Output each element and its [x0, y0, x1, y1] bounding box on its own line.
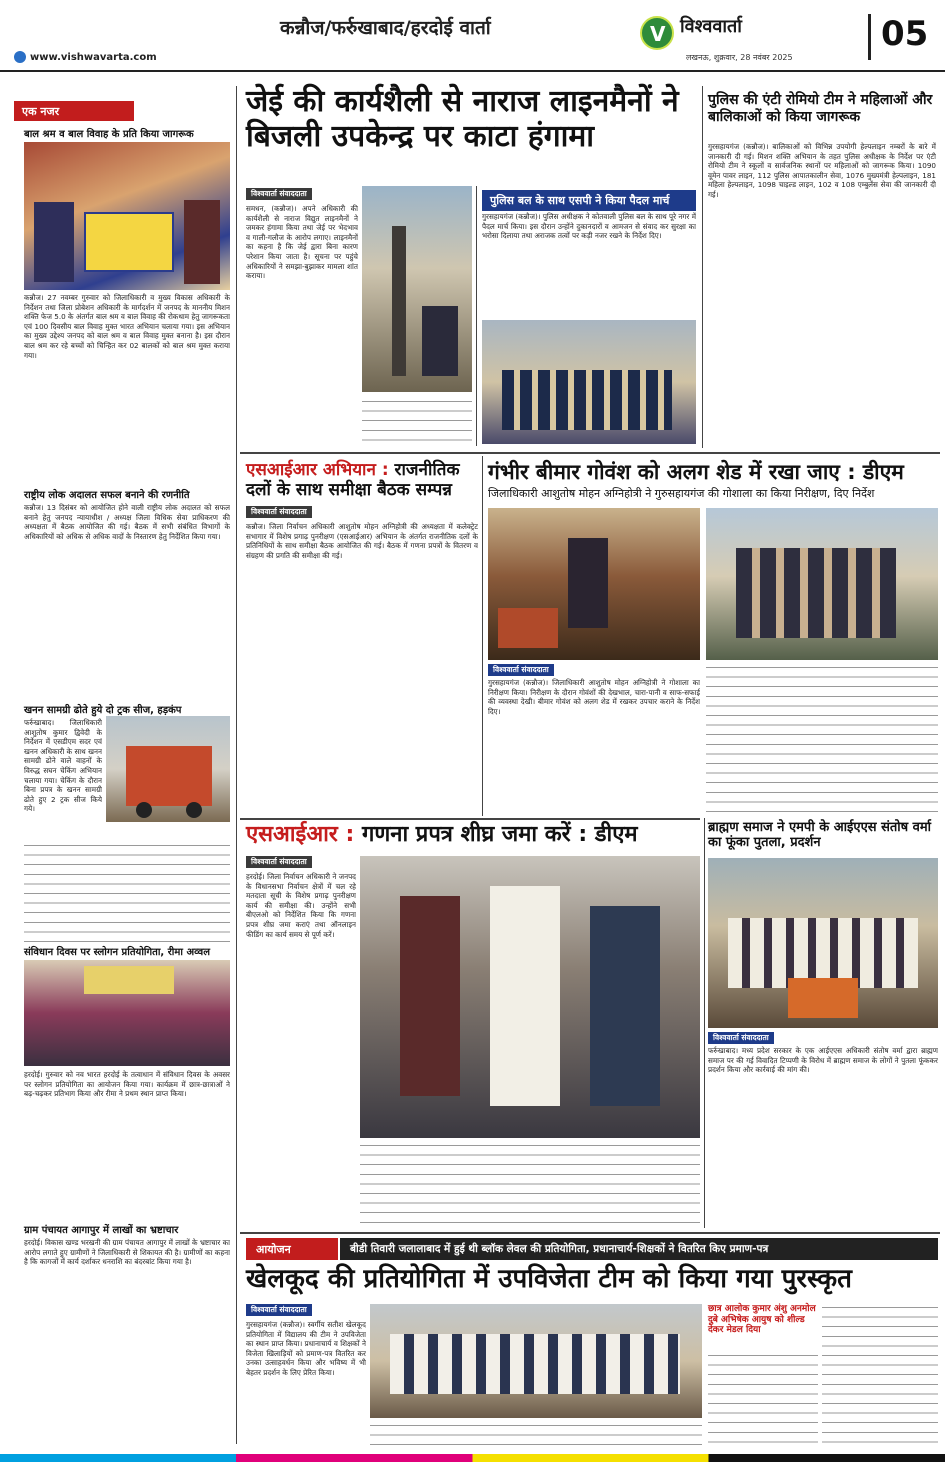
edition-title: कन्नौज/फर्रुखाबाद/हरदोई वार्ता [280, 17, 491, 39]
effigy-byline: विश्ववार्ता संवाददाता [708, 1032, 774, 1044]
cowshed-subhead: जिलाधिकारी आशुतोष मोहन अग्निहोत्री ने गुरुसहायगंज की गोशाला का किया निरीक्षण, दिए निर्देश [488, 487, 875, 500]
sir-form-byline: विश्ववार्ता संवाददाता [246, 856, 312, 868]
sir-form-headline [246, 822, 698, 848]
cowshed-divider [482, 456, 483, 816]
sir-meeting-story: कन्नौज। जिला निर्वाचन अधिकारी आशुतोष मोहन अग्निहोत्री की अध्यक्षता में कलेक्ट्रेट सभागार में विशेष प्रगाढ़ पुनरीक्षण (एसआईआर) अभियान के अंतर्गत राजनीतिक दलों के प्रतिनिधियों के साथ समीक्षा बैठक आयोजित की गई। बैठक में गणना प्रपत्रों के वितरण व संग्रहण की प्रगति की समीक्षा की गई। [246, 522, 478, 560]
sports-pullquote: छात्र आलोक कुमार अंशु अनमोल दुबे अभिषेक आयुष को शील्ड देकर मेडल दिया [708, 1304, 816, 1336]
left-story-5: हरदोई। विकास खण्ड भरखनी की ग्राम पंचायत आगापुर में लाखों के भ्रष्टाचार का आरोप लगाते हुए ग्रामीणों ने जिलाधिकारी से शिकायत की है। ग्रामीणों का कहना है कि कागजों में कार्य दर्शाकर धनराशि का बंदरबांट किया गया है। [24, 1238, 230, 1267]
section-rule-3 [240, 1232, 940, 1234]
left-headline-5: ग्राम पंचायत आगापुर में लाखों का भ्रष्टाचार [24, 1225, 179, 1236]
sports-banner: बीडी तिवारी जलालाबाद में हुई थी ब्लॉक लेवल की प्रतियोगिता, प्रधानाचार्य-शिक्षकों ने वितरित किए प्रमाण-पत्र [340, 1238, 938, 1260]
cowshed-headline: गंभीर बीमार गोवंश को अलग शेड में रखा जाए : डीएम [488, 460, 904, 484]
section-rule-1 [240, 452, 940, 454]
sports-story-col4 [822, 1304, 938, 1446]
sir-meeting-highlight: एसआईआर अभियान : [246, 460, 389, 480]
sp-march-story: गुरसहायगंज (कन्नौज)। पुलिस अधीक्षक ने कोतवाली पुलिस बल के साथ पूरे नगर में पैदल मार्च किया। इस दौरान उन्होंने दुकानदारों व आमजन से संवाद कर सुरक्षा का भरोसा दिलाया तथा अराजक तत्वों पर कड़ी नजर रखने के निर्देश दिए। [482, 212, 696, 241]
sports-story-continued [370, 1422, 702, 1446]
page-number: 05 [881, 14, 929, 54]
column-divider [236, 86, 237, 1444]
sp-march-headline: पुलिस बल के साथ एसपी ने किया पैदल मार्च [482, 190, 696, 211]
lead-story-col2 [362, 398, 472, 444]
left-story-2: कन्नौज। 13 दिसंबर को आयोजित होने वाली राष्ट्रीय लोक अदालत को सफल बनाने हेतु जनपद न्यायाधीश / अध्यक्ष जिला विधिक सेवा प्राधिकरण की अध्यक्षता में बैठक आयोजित की गई। बैठक में सभी संबंधित विभागों के अधिकारियों को अधिक से अधिक वादों के निस्तारण हेतु निर्देशित किया गया। [24, 503, 230, 541]
slogan-competition-photo [24, 960, 230, 1066]
sir-meeting-title: राजनीतिक दलों के साथ समीक्षा बैठक सम्पन्न [246, 460, 460, 501]
lead-headline: जेई की कार्यशैली से नाराज लाइनमैनों ने बिजली उपकेन्द्र पर काटा हंगामा [246, 84, 679, 155]
awareness-photo [24, 142, 230, 290]
cowshed-photo-1 [488, 508, 700, 660]
sir-form-title: गणना प्रपत्र शीघ्र जमा करें : डीएम [361, 822, 638, 847]
cowshed-story-continued [706, 664, 938, 814]
sir-form-highlight: एसआईआर : [246, 822, 355, 847]
left-headline-4: संविधान दिवस पर स्लोगन प्रतियोगिता, रीमा अव्वल [24, 947, 210, 958]
cowshed-photo-2 [706, 508, 938, 660]
page-number-box [868, 14, 938, 60]
sir-meeting-headline [246, 460, 478, 500]
sports-story-col3 [708, 1352, 818, 1446]
truck-photo [106, 716, 230, 822]
sports-headline: खेलकूद की प्रतियोगिता में उपविजेता टीम को किया गया पुरस्कृत [246, 1264, 852, 1294]
cowshed-story: गुरसहायगंज (कन्नौज)। जिलाधिकारी आशुतोष मोहन अग्निहोत्री ने गोशाला का निरीक्षण किया। निरीक्षण के दौरान गोवंशों की देखभाल, चारा-पानी व साफ-सफाई की व्यवस्था देखी। बीमार गोवंश को अलग शेड में रखकर उपचार कराने के निर्देश दिए। [488, 678, 700, 716]
lead-story-col1: समधन, (कन्नौज)। अपने अधिकारी की कार्यशैली से नाराज विद्युत लाइनमैनों ने जमकर हंगामा किया तथा जेई पर भेदभाव व गाली-गलौज के आरोप लगाए। लाइनमैनों का कहना है कि जेई द्वारा बिना कारण परेशान किया जाता है। सूचना पर पहुंचे अधिकारियों ने समझा-बुझाकर मामला शांत कराया। [246, 204, 358, 281]
left-headline-3: खनन सामग्री ढोते हुये दो ट्रक सीज, हड़कंप [24, 705, 182, 716]
print-registration-strip [0, 1454, 945, 1462]
sports-byline: विश्ववार्ता संवाददाता [246, 1304, 312, 1316]
sir-form-story: हरदोई। जिला निर्वाचन अधिकारी ने जनपद के विधानसभा निर्वाचन क्षेत्रों में चल रहे मतदाता सूची के विशेष प्रगाढ़ पुनरीक्षण कार्य की समीक्षा की। उन्होंने सभी बीएलओ को निर्देशित किया कि गणना प्रपत्र शीघ्र जमा कराएं तथा ऑनलाइन फीडिंग का कार्य समय से पूर्ण करें। [246, 872, 356, 939]
anti-romeo-story: गुरसहायगंज (कन्नौज)। बालिकाओं को विभिन्न उपयोगी हेल्पलाइन नम्बरों के बारे में जानकारी दी गई। मिशन शक्ति अभियान के तहत पुलिस अधीक्षक के निर्देश पर एंटी रोमियो टीम ने स्कूलों व सार्वजनिक स्थानों पर महिलाओं को जागरूक किया। 1090 वूमेन पावर लाइन, 112 पुलिस आपातकालीन सेवा, 1076 मुख्यमंत्री हेल्पलाइन, 181 महिला हेल्पलाइन, 1098 चाइल्ड लाइन, 102 व 108 एम्बुलेंस सेवा की जानकारी दी गई। [708, 142, 936, 199]
left-story-1: कन्नौज। 27 नवम्बर गुरुवार को जिलाधिकारी व मुख्य विकास अधिकारी के निर्देशन तथा जिला प्रोबेशन अधिकारी के मार्गदर्शन में जनपद के माननीय मिशन शक्ति फेज 5.0 के अंतर्गत बाल श्रम व बाल विवाह की रोकथाम हेतु जागरूकता एवं 100 दिवसीय बाल विवाह मुक्त भारत अभियान चलाया गया। इस अभियान का मुख्य उद्देश्य जनपद को बाल श्रम व बाल विवाह मुक्त बनाना है। इस दौरान बाल श्रम कर रहे बच्चों को चिन्हित कर 02 बालकों को बाल श्रम मुक्त कराया गया। [24, 293, 230, 360]
sports-story: गुरसहायगंज (कन्नौज)। स्वर्गीय सतीश खेलकूद प्रतियोगिता में विद्यालय की टीम ने उपविजेता का स्थान प्राप्त किया। प्रधानाचार्य व शिक्षकों ने विजेता खिलाड़ियों को प्रमाण-पत्र वितरित कर उनका उत्साहवर्धन किया और भविष्य में भी बेहतर प्रदर्शन के लिए प्रेरित किया। [246, 1320, 366, 1377]
sir-meeting-byline: विश्ववार्ता संवाददाता [246, 506, 312, 518]
left-headline-2: राष्ट्रीय लोक अदालत सफल बनाने की रणनीति [24, 490, 190, 501]
globe-icon [14, 51, 26, 63]
lead-byline: विश्ववार्ता संवाददाता [246, 188, 312, 200]
lead-divider [476, 186, 477, 446]
left-story-3-continued [24, 842, 230, 942]
dateline: लखनऊ, शुक्रवार, 28 नवंबर 2025 [686, 53, 793, 62]
cowshed-byline: विश्ववार्ता संवाददाता [488, 664, 554, 676]
sir-form-photo [360, 856, 700, 1138]
effigy-divider [704, 818, 705, 1228]
sir-form-story-continued [360, 1142, 700, 1226]
effigy-headline: ब्राह्मण समाज ने एमपी के आईएएस संतोष वर्मा का फूंका पुतला, प्रदर्शन [708, 820, 932, 851]
website-link[interactable]: www.vishwavarta.com [30, 52, 157, 63]
section-rule-2 [240, 818, 700, 820]
aayojan-label: आयोजन [246, 1238, 338, 1260]
effigy-photo [708, 858, 938, 1028]
left-story-3: फर्रुखाबाद। जिलाधिकारी आशुतोष कुमार द्विवेदी के निर्देशन में एसडीएम सदर एवं खनन अधिकारी के साथ खनन सामग्री ढोने वाले वाहनों के विरुद्ध सघन चेकिंग अभियान चलाया गया। चेकिंग के दौरान बिना प्रपत्र के खनन सामग्री ढोते हुए 2 ट्रक सीज किये गये। [24, 718, 102, 814]
left-headline-1: बाल श्रम व बाल विवाह के प्रति किया जागरूक [24, 129, 194, 140]
masthead [0, 0, 945, 72]
logo-letter: V [650, 22, 666, 46]
right-divider [702, 86, 703, 448]
left-story-4: हरदोई। गुरुवार को नव भारत हरदोई के तत्वाधान में संविधान दिवस के अवसर पर स्लोगन प्रतियोगिता का आयोजन किया गया। कार्यक्रम में छात्र-छात्राओं ने बढ़-चढ़कर प्रतिभाग किया और रीमा ने प्रथम स्थान प्राप्त किया। [24, 1070, 230, 1099]
sp-march-photo [482, 320, 696, 444]
anti-romeo-headline: पुलिस की एंटी रोमियो टीम ने महिलाओं और बालिकाओं को किया जागरूक [708, 92, 933, 125]
brand-name: विश्ववार्ता [680, 16, 742, 37]
sports-photo [370, 1304, 702, 1418]
ek-nazar-tag: एक नजर [14, 101, 134, 121]
effigy-story: फर्रुखाबाद। मध्य प्रदेश सरकार के एक आईएएस अधिकारी संतोष वर्मा द्वारा ब्राह्मण समाज पर की गई विवादित टिप्पणी के विरोध में ब्राह्मण समाज के लोगों ने पुतला फूंककर प्रदर्शन किया और कार्रवाई की मांग की। [708, 1046, 938, 1075]
brand-logo-icon [640, 16, 674, 50]
substation-photo [362, 186, 472, 392]
